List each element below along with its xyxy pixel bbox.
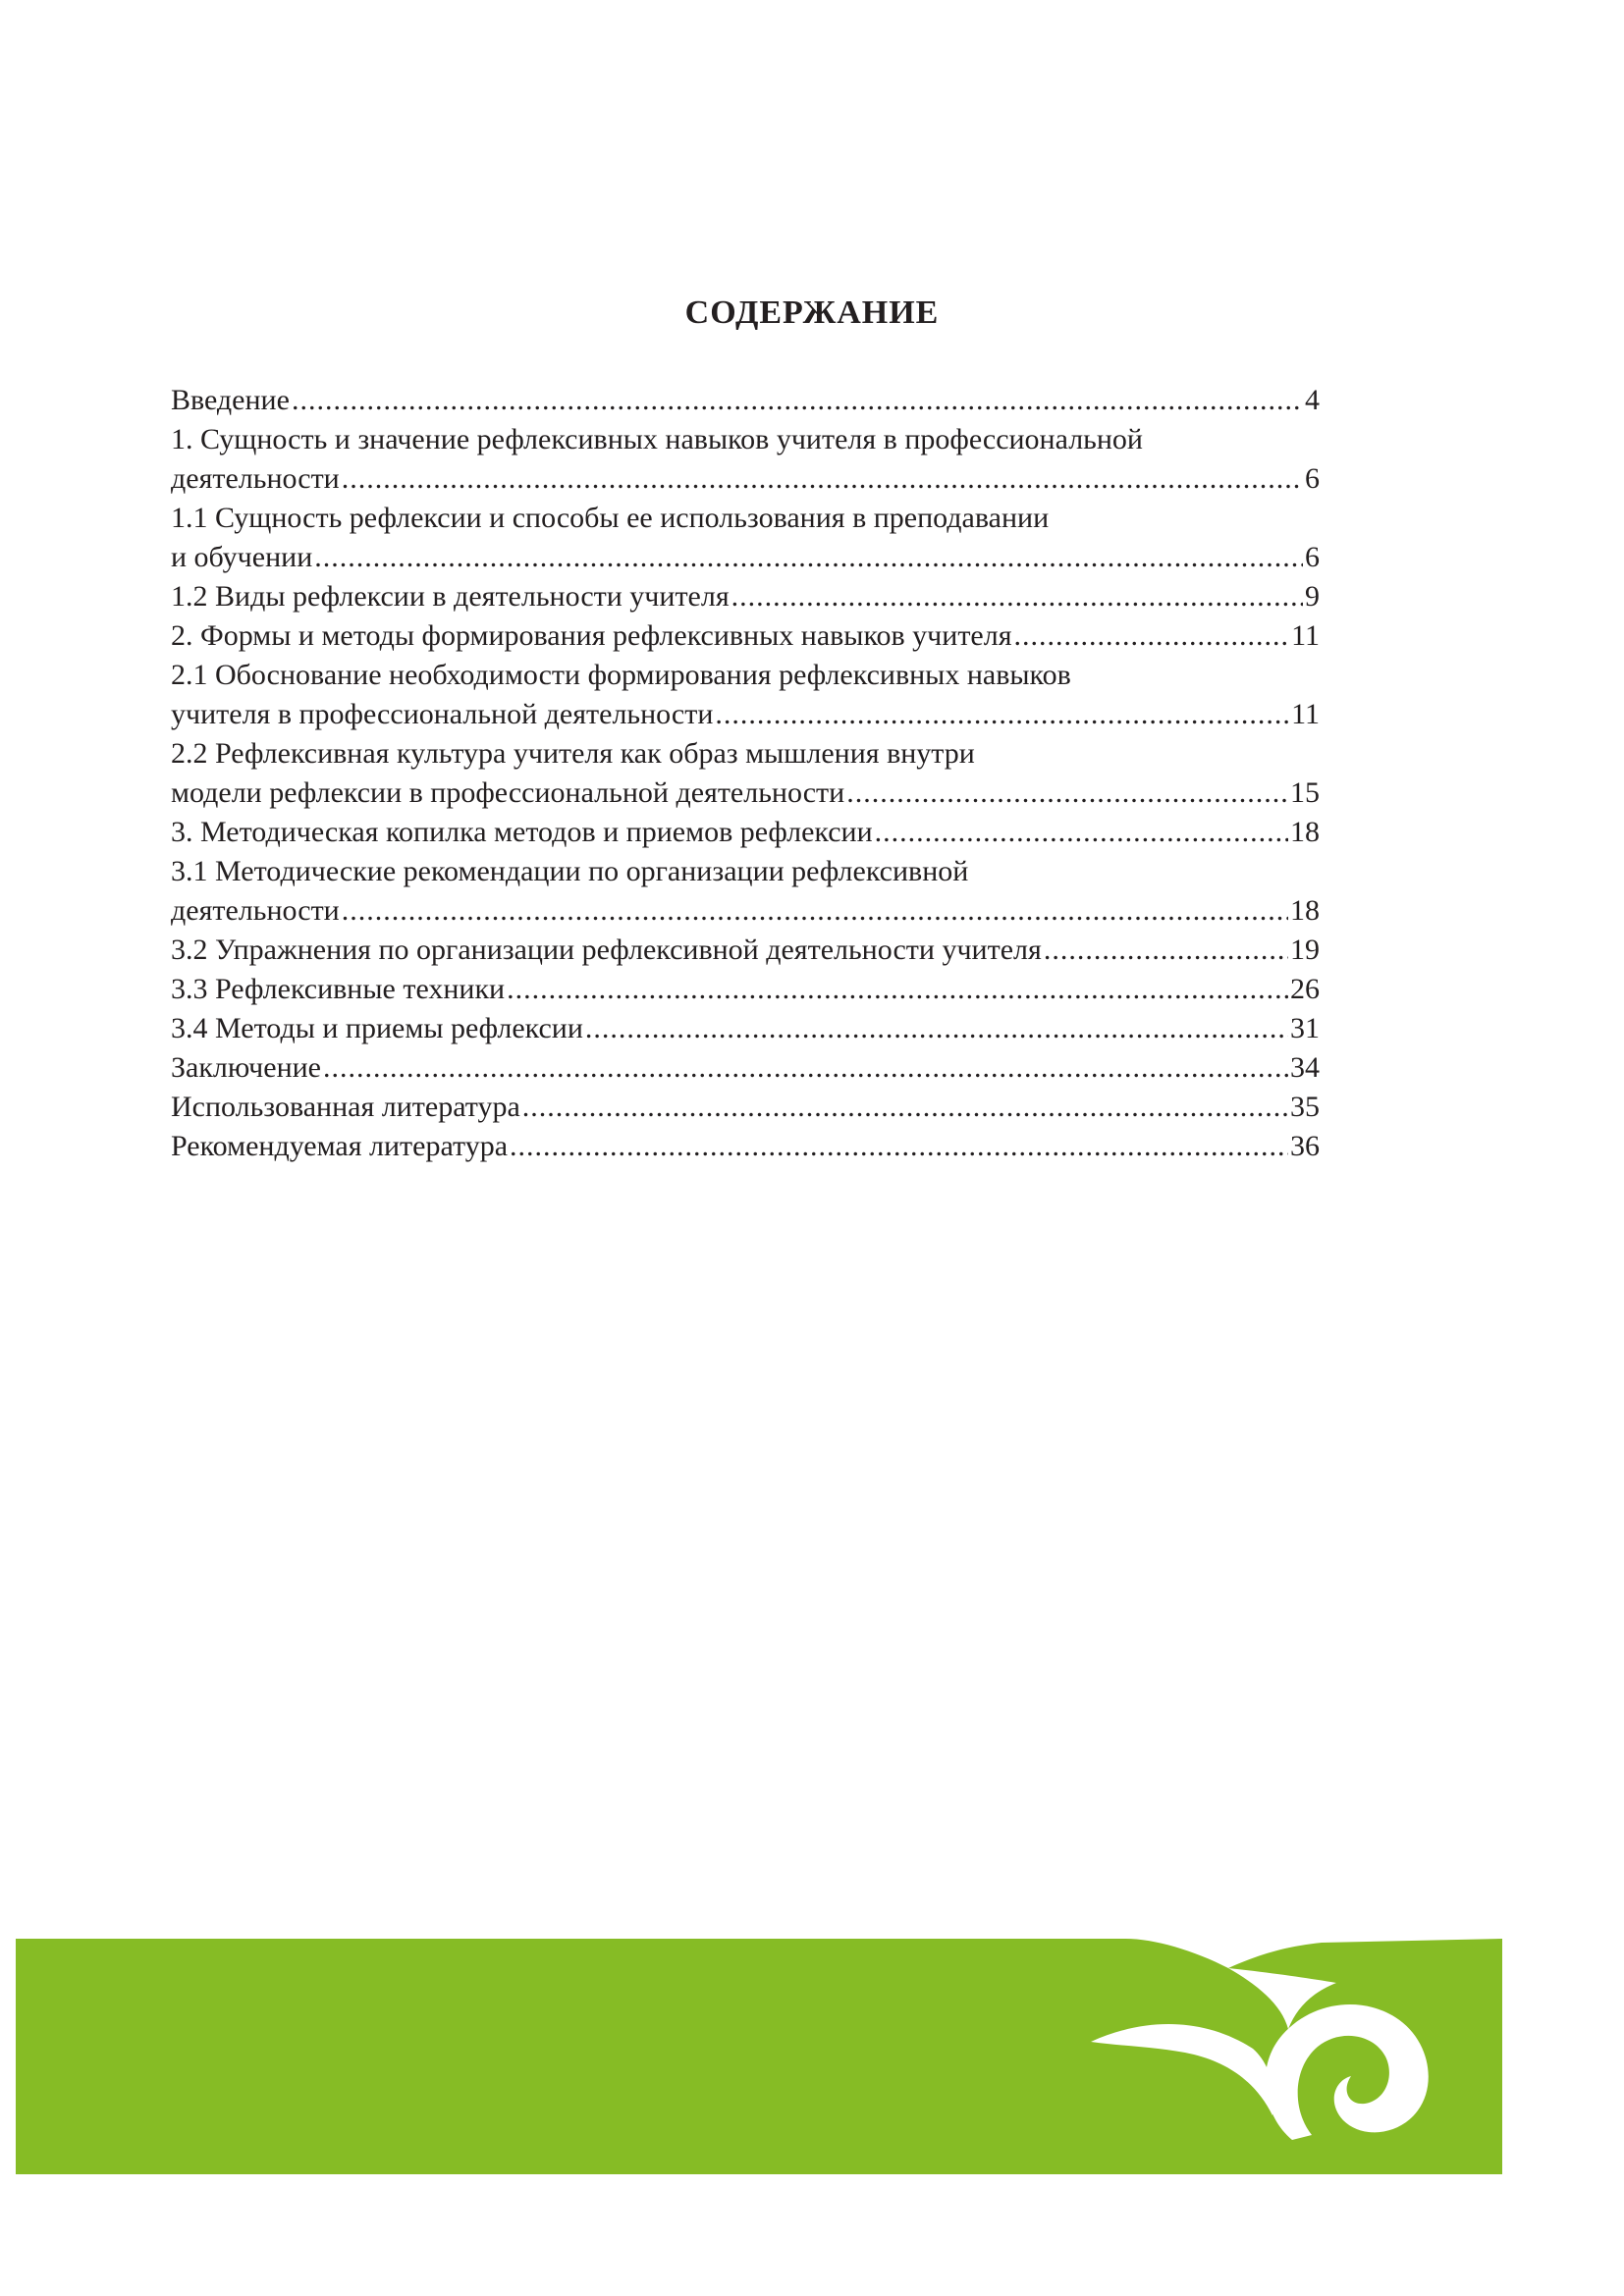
toc-entry[interactable] [171,656,1320,734]
toc-entry-text: 2. Формы и методы формирования рефлексивных навыков учителя [171,619,1012,652]
dot-leader [510,1127,1288,1166]
dot-leader [323,1048,1288,1088]
toc-entry[interactable] [171,1088,1320,1127]
toc-page-number: 18 [1290,894,1320,927]
dot-leader [342,891,1288,931]
toc-entry-text: 1.1 Сущность рефлексии и способы ее использования в преподавании [171,502,1050,534]
dot-leader [1044,931,1288,970]
table-of-contents [171,381,1320,1166]
toc-page-number: 18 [1290,816,1320,848]
toc-entry-text: деятельности [171,894,340,927]
toc-entry-text: 3.4 Методы и приемы рефлексии [171,1012,583,1044]
toc-entry[interactable] [171,499,1320,577]
toc-entry-text: и обучении [171,541,313,573]
toc-entry[interactable] [171,970,1320,1009]
toc-entry[interactable] [171,616,1320,656]
dot-leader [314,538,1303,577]
toc-entry[interactable] [171,931,1320,970]
toc-entry[interactable] [171,420,1320,499]
dot-leader [846,774,1288,813]
toc-page-number: 34 [1290,1051,1320,1084]
dot-leader [292,381,1303,420]
toc-page-number: 9 [1305,580,1320,613]
toc-entry-text: Введение [171,384,290,416]
toc-entry-text: 1.2 Виды рефлексии в деятельности учителя [171,580,730,613]
toc-entry[interactable] [171,577,1320,616]
toc-page-number: 36 [1290,1130,1320,1162]
toc-entry-text: 3.2 Упражнения по организации рефлексивной деятельности учителя [171,934,1042,966]
toc-page-number: 6 [1305,541,1320,573]
toc-page-number: 11 [1291,698,1320,730]
toc-page-number: 35 [1290,1091,1320,1123]
dot-leader [507,970,1288,1009]
dot-leader [522,1088,1288,1127]
toc-entry-text: Заключение [171,1051,321,1084]
dot-leader [875,813,1288,852]
toc-entry-text: 1. Сущность и значение рефлексивных навыков учителя в профессиональной [171,423,1143,455]
toc-page-number: 11 [1291,619,1320,652]
toc-page-number: 31 [1290,1012,1320,1044]
toc-entry-text: Рекомендуемая литература [171,1130,509,1162]
dot-leader [1014,616,1290,656]
toc-entry-text: Использованная литература [171,1091,520,1123]
toc-entry[interactable] [171,1009,1320,1048]
decorative-band-swirl-icon [16,1939,1502,2174]
toc-entry-text: 3.1 Методические рекомендации по организации рефлексивной [171,855,969,887]
toc-entry-text: 2.1 Обоснование необходимости формирования рефлексивных навыков [171,659,1071,691]
toc-entry[interactable] [171,1127,1320,1166]
toc-entry-text: 3.3 Рефлексивные техники [171,973,506,1005]
toc-entry[interactable] [171,1048,1320,1088]
toc-page-number: 15 [1290,776,1320,809]
toc-entry[interactable] [171,813,1320,852]
toc-entry[interactable] [171,734,1320,813]
toc-entry-text: 2.2 Рефлексивная культура учителя как образ мышления внутри [171,737,975,770]
toc-entry-text: модели рефлексии в профессиональной деятельности [171,776,845,809]
dot-leader [585,1009,1288,1048]
toc-page-number: 4 [1305,384,1320,416]
dot-leader [342,459,1303,499]
toc-entry[interactable] [171,852,1320,931]
dot-leader [731,577,1303,616]
toc-page-number: 6 [1305,462,1320,495]
dot-leader [715,695,1289,734]
toc-page-number: 19 [1290,934,1320,966]
toc-entry-text: деятельности [171,462,340,495]
toc-entry-text: учителя в профессиональной деятельности [171,698,714,730]
toc-entry[interactable] [171,381,1320,420]
toc-entry-text: 3. Методическая копилка методов и приемов рефлексии [171,816,873,848]
page-title: СОДЕРЖАНИЕ [684,294,940,331]
toc-page-number: 26 [1290,973,1320,1005]
